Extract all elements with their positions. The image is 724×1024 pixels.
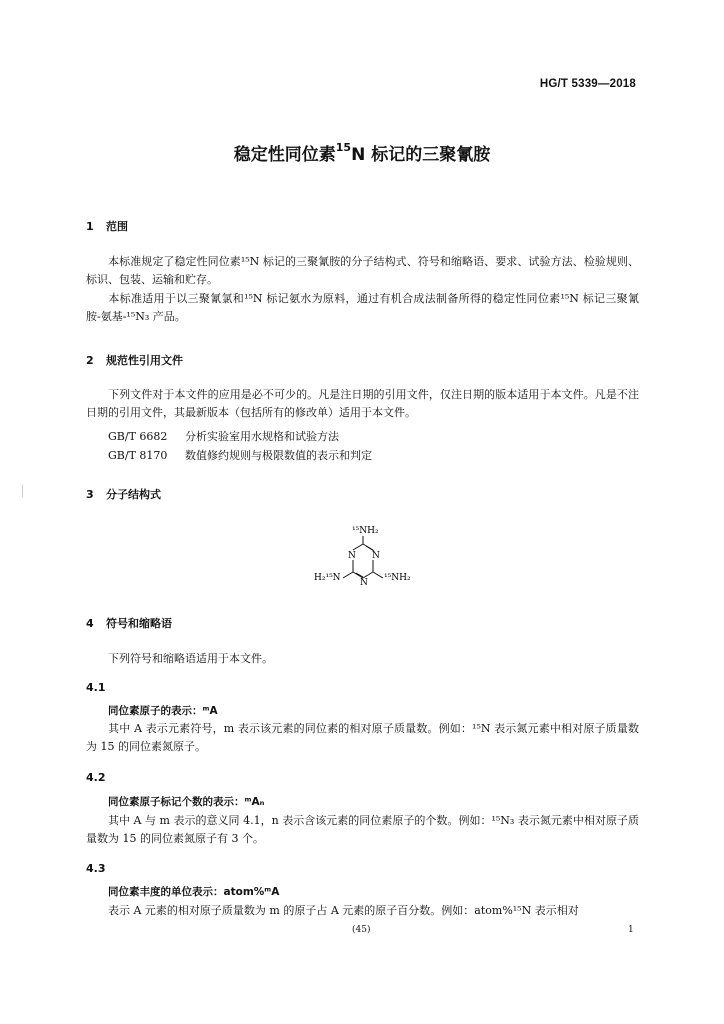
- section-1-heading: 1 范围: [86, 220, 128, 233]
- ref-line-1: GB/T 6682 分析实验室用水规格和试验方法: [108, 430, 339, 443]
- item-4-2-number: 4.2: [86, 771, 106, 784]
- item-4-1-term: 同位素原子的表示：ᵐA: [108, 705, 218, 717]
- item-4-1-text: 其中 A 表示元素符号，m 表示该元素的同位素的相对原子质量数。例如：¹⁵N 表示氮元素中相对原子质量数为 15 的同位素氮原子。: [86, 722, 639, 754]
- label-ring-n-bottom: N: [360, 578, 368, 588]
- item-4-2-text: 其中 A 与 m 表示的意义同 4.1，n 表示含该元素的同位素原子的个数。例如：¹⁵N₃ 表示氮元素中相对原子质量数为 15 的同位素氮原子有 3 个。: [86, 814, 639, 846]
- standard-code: HG/T 5339—2018: [539, 78, 636, 90]
- label-top-amino: ¹⁵NH₂: [352, 526, 379, 536]
- item-4-1-number: 4.1: [86, 681, 106, 694]
- section-2-heading: 2 规范性引用文件: [86, 354, 183, 367]
- page-title: 稳定性同位素$^{15}$N 标记的三聚氰胺: [233, 141, 491, 165]
- section-1-para-2: 本标准适用于以三聚氰氯和¹⁵N 标记氨水为原料，通过有机合成法制备所得的稳定性同位素¹⁵N 标记三聚氰胺-氨基-¹⁵N₃ 产品。: [86, 292, 639, 324]
- item-4-3-text: 表示 A 元素的相对原子质量数为 m 的原子占 A 元素的原子百分数。例如：atom%¹⁵N 表示相对: [108, 904, 579, 917]
- footer-center-number: (45): [352, 925, 371, 935]
- section-1-para-1: 本标准规定了稳定性同位素¹⁵N 标记的三聚氰胺的分子结构式、符号和缩略语、要求、试验方法、检验规则、标识、包装、运输和贮存。: [86, 255, 639, 287]
- label-ring-n-left: N: [348, 551, 356, 561]
- item-4-2-term: 同位素原子标记个数的表示：ᵐAₙ: [108, 796, 265, 808]
- label-bottom-right-amino: ¹⁵NH₂: [384, 573, 411, 583]
- section-3-heading: 3 分子结构式: [86, 488, 161, 501]
- item-4-3-number: 4.3: [86, 862, 106, 875]
- section-2-para-1: 下列文件对于本文件的应用是必不可少的。凡是注日期的引用文件，仅注日期的版本适用于本文件。凡是不注日期的引用文件，其最新版本（包括所有的修改单）适用于本文件。: [86, 388, 639, 420]
- page-number: 1: [628, 925, 634, 935]
- label-ring-n-right: N: [372, 551, 380, 561]
- ref-line-2: GB/T 8170 数值修约规则与极限数值的表示和判定: [108, 449, 372, 462]
- item-4-3-term: 同位素丰度的单位表示：atom%ᵐA: [108, 886, 280, 898]
- melamine-structure-diagram: [300, 522, 440, 602]
- scan-margin-mark: [22, 485, 23, 497]
- section-4-heading: 4 符号和缩略语: [86, 617, 172, 630]
- section-4-para-1: 下列符号和缩略语适用于本文件。: [108, 652, 273, 665]
- label-bottom-left-amino: H₂¹⁵N: [314, 573, 341, 583]
